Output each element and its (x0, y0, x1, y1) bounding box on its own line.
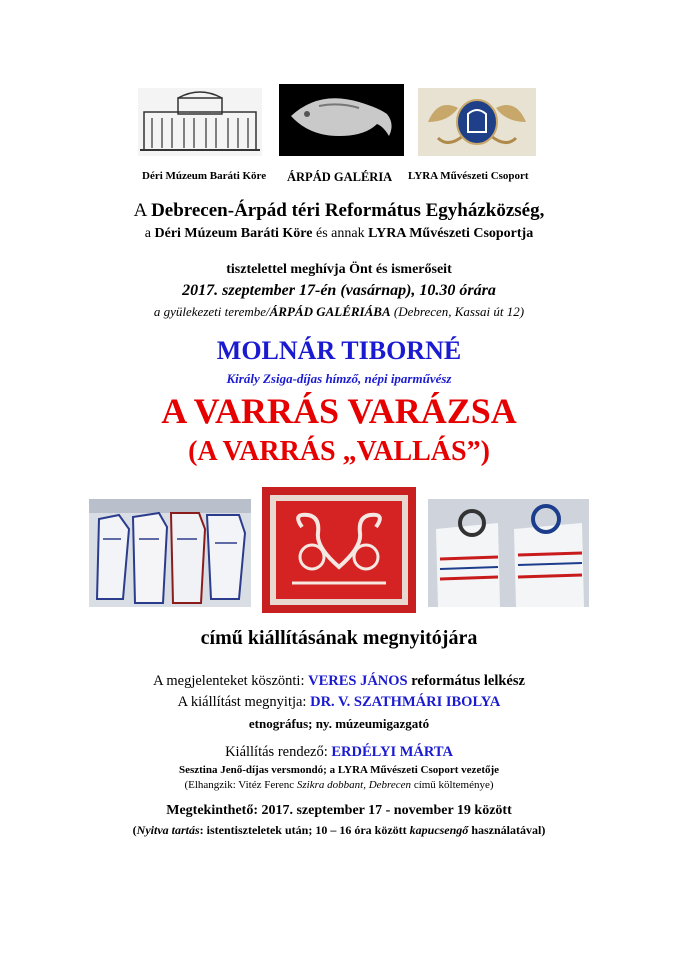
poem-line (0, 779, 678, 791)
lyre-emblem-icon (418, 88, 536, 156)
photo-towels (428, 499, 589, 607)
intro-line-1 (0, 200, 678, 222)
artist-subtitle: Király Zsiga-díjas hímző, népi iparművész (226, 371, 452, 386)
red-embroidery-photo (262, 487, 416, 613)
intro-line-2 (0, 226, 678, 242)
deri-museum-logo (138, 88, 262, 156)
poem-title: Szikra dobbant, Debrecen (296, 779, 412, 791)
photo-blouses (89, 499, 251, 607)
venue-b: ÁRPÁD GALÉRIÁBA (269, 304, 391, 319)
intro-text-b: Déri Múzeum Baráti Köre (154, 226, 313, 241)
lyra-logo (418, 88, 536, 156)
intro-text-a: a (144, 226, 155, 241)
hours-a: ( (132, 823, 137, 837)
hours-d: kapucsengő (409, 823, 469, 837)
label-deri: Déri Múzeum Baráti Köre (142, 170, 267, 182)
invite-line-1: tisztelettel meghívja Önt és ismerőseit (226, 262, 452, 277)
opener-line (0, 694, 678, 711)
fish-icon (279, 84, 404, 156)
greet-prefix: A megjelenteket köszönti: (153, 673, 309, 689)
intro-text-c: és annak (312, 226, 369, 241)
venue-c: (Debrecen, Kassai út 12) (390, 304, 525, 319)
venue-a: a gyülekezeti terembe/ (153, 304, 270, 319)
label-lyra: LYRA Művészeti Csoport (408, 170, 529, 182)
open-prefix: A kiállítást megnyitja: (177, 694, 311, 710)
exhibition-title: A VARRÁS VARÁZSA (161, 391, 517, 431)
arr-prefix: Kiállítás rendező: (225, 744, 332, 760)
hours-b: Nyitva tartás (136, 823, 200, 837)
arranger-role: Sesztina Jenő-díjas versmondó; a LYRA Művészeti Csoport vezetője (178, 764, 500, 776)
opening-line: című kiállításának megnyitójára (200, 627, 478, 649)
towels-photo (428, 499, 589, 607)
arpad-galeria-logo (279, 84, 404, 156)
arranger-line (0, 744, 678, 761)
greeter-name: VERES JÁNOS (308, 673, 408, 689)
label-arpad: ÁRPÁD GALÉRIA (287, 170, 393, 184)
event-date: 2017. szeptember 17-én (vasárnap), 10.30 órára (182, 282, 496, 299)
greeting-line (0, 673, 678, 690)
greeter-role: református lelkész (407, 673, 525, 689)
intro-prefix: A (133, 200, 152, 221)
artist-name: MOLNÁR TIBORNÉ (216, 336, 462, 365)
organizer-name: Debrecen-Árpád téri Református Egyházközség, (151, 200, 545, 221)
photo-red-embroidery (262, 487, 416, 613)
hours-e: használatával) (468, 823, 546, 837)
blouses-photo (89, 499, 251, 607)
viewing-dates: Megtekinthető: 2017. szeptember 17 - november 19 között (166, 803, 512, 818)
arranger-name: ERDÉLYI MÁRTA (331, 744, 453, 760)
intro-text-d: LYRA Művészeti Csoportja (368, 226, 534, 241)
hours-c: : istentiszteletek után; 10 – 16 óra között (199, 823, 410, 837)
opener-role: etnográfus; ny. múzeumigazgató (248, 716, 430, 731)
poem-a: (Elhangzik: Vitéz Ferenc (184, 779, 297, 791)
building-icon (138, 88, 262, 156)
exhibition-subtitle: (A VARRÁS „VALLÁS”) (188, 436, 490, 467)
venue-line (0, 304, 678, 320)
opening-hours (0, 823, 678, 838)
opener-name: DR. V. SZATHMÁRI IBOLYA (310, 694, 501, 710)
poem-c: című költeménye) (411, 779, 494, 791)
